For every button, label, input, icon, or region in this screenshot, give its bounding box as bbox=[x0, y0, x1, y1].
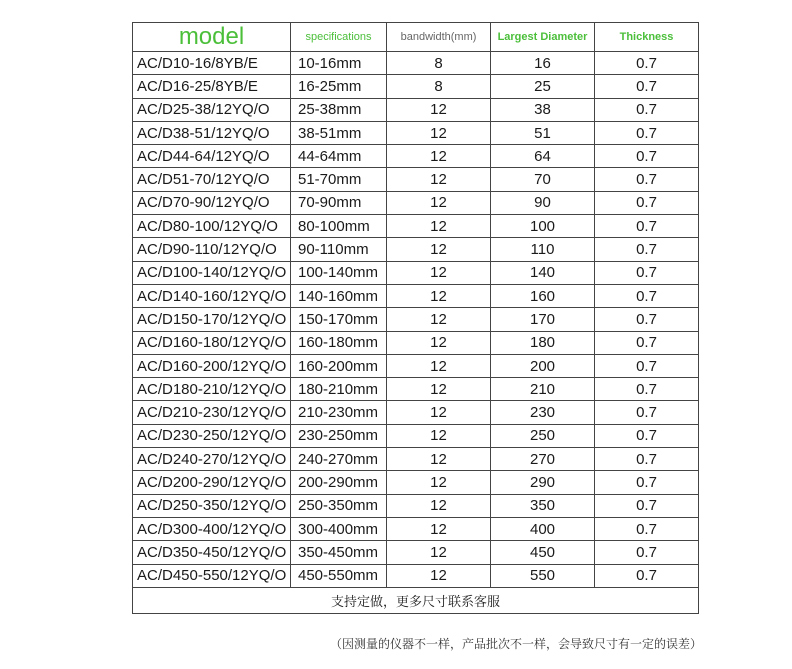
cell-specifications: 300-400mm bbox=[291, 517, 387, 540]
header-row bbox=[133, 23, 699, 52]
cell-model: AC/D80-100/12YQ/O bbox=[133, 215, 291, 238]
cell-thickness: 0.7 bbox=[595, 564, 699, 587]
table-row bbox=[133, 378, 699, 401]
cell-specifications: 16-25mm bbox=[291, 75, 387, 98]
cell-specifications: 250-350mm bbox=[291, 494, 387, 517]
cell-largest-diameter: 180 bbox=[491, 331, 595, 354]
table-row bbox=[133, 215, 699, 238]
table-body bbox=[133, 52, 699, 588]
cell-largest-diameter: 200 bbox=[491, 354, 595, 377]
cell-bandwidth: 12 bbox=[387, 191, 491, 214]
cell-thickness: 0.7 bbox=[595, 98, 699, 121]
note-row bbox=[133, 587, 699, 613]
cell-bandwidth: 12 bbox=[387, 98, 491, 121]
cell-specifications: 240-270mm bbox=[291, 448, 387, 471]
cell-largest-diameter: 160 bbox=[491, 284, 595, 307]
table-row bbox=[133, 261, 699, 284]
header-model: model bbox=[133, 23, 291, 52]
cell-thickness: 0.7 bbox=[595, 145, 699, 168]
cell-model: AC/D25-38/12YQ/O bbox=[133, 98, 291, 121]
cell-specifications: 70-90mm bbox=[291, 191, 387, 214]
cell-model: AC/D10-16/8YB/E bbox=[133, 52, 291, 75]
table-row bbox=[133, 424, 699, 447]
cell-largest-diameter: 170 bbox=[491, 308, 595, 331]
cell-largest-diameter: 290 bbox=[491, 471, 595, 494]
table-row bbox=[133, 75, 699, 98]
cell-bandwidth: 12 bbox=[387, 121, 491, 144]
table-row bbox=[133, 284, 699, 307]
cell-model: AC/D51-70/12YQ/O bbox=[133, 168, 291, 191]
cell-bandwidth: 8 bbox=[387, 52, 491, 75]
cell-largest-diameter: 16 bbox=[491, 52, 595, 75]
cell-model: AC/D350-450/12YQ/O bbox=[133, 541, 291, 564]
cell-thickness: 0.7 bbox=[595, 401, 699, 424]
cell-bandwidth: 8 bbox=[387, 75, 491, 98]
cell-bandwidth: 12 bbox=[387, 238, 491, 261]
cell-specifications: 210-230mm bbox=[291, 401, 387, 424]
custom-order-note: 支持定做，更多尺寸联系客服 bbox=[133, 587, 699, 613]
cell-specifications: 450-550mm bbox=[291, 564, 387, 587]
header-bandwidth: bandwidth(mm) bbox=[387, 23, 491, 52]
cell-model: AC/D300-400/12YQ/O bbox=[133, 517, 291, 540]
cell-specifications: 180-210mm bbox=[291, 378, 387, 401]
cell-specifications: 200-290mm bbox=[291, 471, 387, 494]
cell-thickness: 0.7 bbox=[595, 541, 699, 564]
cell-bandwidth: 12 bbox=[387, 541, 491, 564]
cell-thickness: 0.7 bbox=[595, 121, 699, 144]
cell-bandwidth: 12 bbox=[387, 168, 491, 191]
cell-largest-diameter: 550 bbox=[491, 564, 595, 587]
header-largest-diameter: Largest Diameter bbox=[491, 23, 595, 52]
cell-model: AC/D16-25/8YB/E bbox=[133, 75, 291, 98]
cell-model: AC/D180-210/12YQ/O bbox=[133, 378, 291, 401]
cell-bandwidth: 12 bbox=[387, 401, 491, 424]
cell-model: AC/D450-550/12YQ/O bbox=[133, 564, 291, 587]
cell-bandwidth: 12 bbox=[387, 517, 491, 540]
cell-specifications: 350-450mm bbox=[291, 541, 387, 564]
cell-thickness: 0.7 bbox=[595, 308, 699, 331]
cell-largest-diameter: 38 bbox=[491, 98, 595, 121]
cell-bandwidth: 12 bbox=[387, 308, 491, 331]
measurement-disclaimer: （因测量的仪器不一样，产品批次不一样，会导致尺寸有一定的误差） bbox=[330, 637, 703, 651]
table-row bbox=[133, 52, 699, 75]
cell-thickness: 0.7 bbox=[595, 215, 699, 238]
cell-model: AC/D160-180/12YQ/O bbox=[133, 331, 291, 354]
cell-specifications: 100-140mm bbox=[291, 261, 387, 284]
cell-thickness: 0.7 bbox=[595, 424, 699, 447]
cell-model: AC/D200-290/12YQ/O bbox=[133, 471, 291, 494]
table-row bbox=[133, 308, 699, 331]
cell-largest-diameter: 110 bbox=[491, 238, 595, 261]
table-row bbox=[133, 564, 699, 587]
table-row bbox=[133, 471, 699, 494]
cell-largest-diameter: 250 bbox=[491, 424, 595, 447]
cell-thickness: 0.7 bbox=[595, 517, 699, 540]
cell-model: AC/D210-230/12YQ/O bbox=[133, 401, 291, 424]
cell-largest-diameter: 350 bbox=[491, 494, 595, 517]
cell-bandwidth: 12 bbox=[387, 331, 491, 354]
cell-thickness: 0.7 bbox=[595, 168, 699, 191]
table-row bbox=[133, 401, 699, 424]
cell-model: AC/D250-350/12YQ/O bbox=[133, 494, 291, 517]
cell-largest-diameter: 270 bbox=[491, 448, 595, 471]
table-row bbox=[133, 354, 699, 377]
cell-thickness: 0.7 bbox=[595, 354, 699, 377]
cell-specifications: 160-180mm bbox=[291, 331, 387, 354]
cell-largest-diameter: 450 bbox=[491, 541, 595, 564]
cell-thickness: 0.7 bbox=[595, 494, 699, 517]
cell-bandwidth: 12 bbox=[387, 564, 491, 587]
cell-specifications: 51-70mm bbox=[291, 168, 387, 191]
cell-thickness: 0.7 bbox=[595, 284, 699, 307]
table-row bbox=[133, 494, 699, 517]
cell-bandwidth: 12 bbox=[387, 448, 491, 471]
cell-specifications: 25-38mm bbox=[291, 98, 387, 121]
table-row bbox=[133, 541, 699, 564]
cell-specifications: 90-110mm bbox=[291, 238, 387, 261]
table-row bbox=[133, 448, 699, 471]
cell-largest-diameter: 100 bbox=[491, 215, 595, 238]
cell-largest-diameter: 25 bbox=[491, 75, 595, 98]
cell-largest-diameter: 140 bbox=[491, 261, 595, 284]
cell-largest-diameter: 51 bbox=[491, 121, 595, 144]
cell-largest-diameter: 90 bbox=[491, 191, 595, 214]
cell-largest-diameter: 210 bbox=[491, 378, 595, 401]
header-thickness: Thickness bbox=[595, 23, 699, 52]
cell-model: AC/D70-90/12YQ/O bbox=[133, 191, 291, 214]
cell-specifications: 44-64mm bbox=[291, 145, 387, 168]
cell-model: AC/D160-200/12YQ/O bbox=[133, 354, 291, 377]
table-row bbox=[133, 98, 699, 121]
cell-model: AC/D100-140/12YQ/O bbox=[133, 261, 291, 284]
cell-specifications: 230-250mm bbox=[291, 424, 387, 447]
table-row bbox=[133, 145, 699, 168]
cell-largest-diameter: 230 bbox=[491, 401, 595, 424]
cell-thickness: 0.7 bbox=[595, 471, 699, 494]
cell-bandwidth: 12 bbox=[387, 284, 491, 307]
cell-thickness: 0.7 bbox=[595, 238, 699, 261]
cell-largest-diameter: 70 bbox=[491, 168, 595, 191]
cell-specifications: 140-160mm bbox=[291, 284, 387, 307]
cell-model: AC/D240-270/12YQ/O bbox=[133, 448, 291, 471]
cell-bandwidth: 12 bbox=[387, 215, 491, 238]
cell-specifications: 160-200mm bbox=[291, 354, 387, 377]
cell-model: AC/D140-160/12YQ/O bbox=[133, 284, 291, 307]
cell-bandwidth: 12 bbox=[387, 424, 491, 447]
header-specifications: specifications bbox=[291, 23, 387, 52]
cell-thickness: 0.7 bbox=[595, 261, 699, 284]
spec-table bbox=[132, 22, 699, 614]
cell-bandwidth: 12 bbox=[387, 145, 491, 168]
cell-model: AC/D230-250/12YQ/O bbox=[133, 424, 291, 447]
table-row bbox=[133, 191, 699, 214]
cell-bandwidth: 12 bbox=[387, 261, 491, 284]
cell-specifications: 150-170mm bbox=[291, 308, 387, 331]
cell-bandwidth: 12 bbox=[387, 378, 491, 401]
table-row bbox=[133, 168, 699, 191]
cell-model: AC/D150-170/12YQ/O bbox=[133, 308, 291, 331]
cell-thickness: 0.7 bbox=[595, 191, 699, 214]
cell-bandwidth: 12 bbox=[387, 494, 491, 517]
cell-largest-diameter: 64 bbox=[491, 145, 595, 168]
cell-bandwidth: 12 bbox=[387, 354, 491, 377]
table-row bbox=[133, 121, 699, 144]
table-row bbox=[133, 331, 699, 354]
cell-bandwidth: 12 bbox=[387, 471, 491, 494]
table-row bbox=[133, 517, 699, 540]
cell-thickness: 0.7 bbox=[595, 52, 699, 75]
cell-specifications: 80-100mm bbox=[291, 215, 387, 238]
cell-thickness: 0.7 bbox=[595, 378, 699, 401]
cell-specifications: 38-51mm bbox=[291, 121, 387, 144]
cell-model: AC/D44-64/12YQ/O bbox=[133, 145, 291, 168]
cell-thickness: 0.7 bbox=[595, 75, 699, 98]
cell-specifications: 10-16mm bbox=[291, 52, 387, 75]
cell-largest-diameter: 400 bbox=[491, 517, 595, 540]
cell-model: AC/D90-110/12YQ/O bbox=[133, 238, 291, 261]
cell-model: AC/D38-51/12YQ/O bbox=[133, 121, 291, 144]
cell-thickness: 0.7 bbox=[595, 448, 699, 471]
cell-thickness: 0.7 bbox=[595, 331, 699, 354]
table-row bbox=[133, 238, 699, 261]
